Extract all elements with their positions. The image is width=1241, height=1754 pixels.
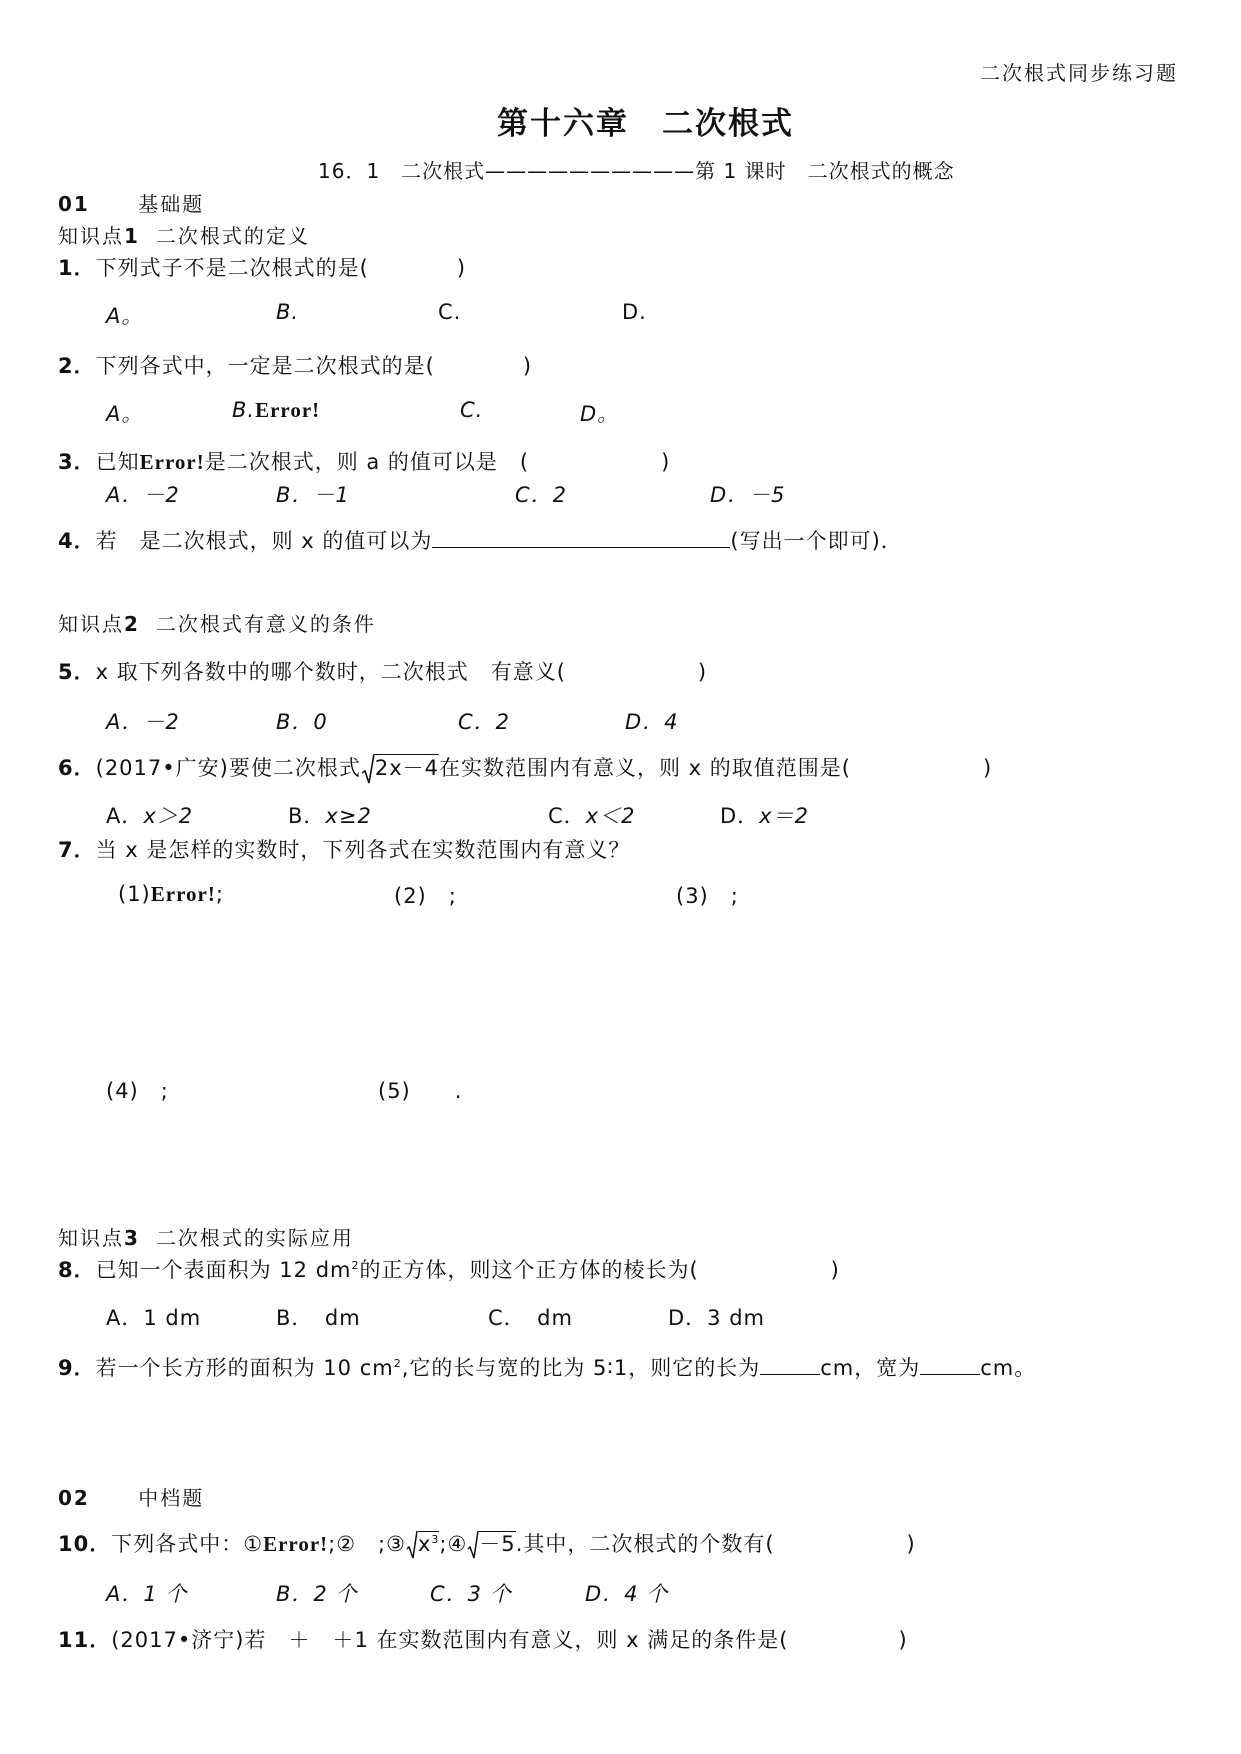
question-number: 9	[58, 1356, 74, 1380]
q8-option-c: C． dm	[488, 1306, 573, 1330]
q7-part-1	[118, 882, 224, 907]
q5-option-c: C．2	[458, 710, 511, 734]
question-9: 9．若一个长方形的面积为 10 $cm^2$,它的长与宽的比为 5∶1，则它的长为 cm，宽为 cm。	[58, 1356, 1037, 1380]
option-letter: A．	[106, 804, 144, 828]
question-number: 1	[58, 256, 74, 280]
knowledge-prefix: 知识点	[58, 224, 124, 248]
question-8: 8．已知一个表面积为 12 $dm^2$的正方体，则这个正方体的棱长为( )	[58, 1258, 840, 1282]
exponent: 2	[351, 1259, 360, 1272]
stem-suffix: 在实数范围内有意义，则 x 的取值范围是( )	[439, 756, 993, 780]
q6-option-d	[720, 800, 809, 830]
q5-option-d: D．4	[625, 710, 679, 734]
q2-option-b	[232, 398, 320, 423]
question-number: 5	[58, 660, 74, 684]
q7-part-2: (2) ;	[394, 884, 457, 908]
q10-option-c: C．3 个	[430, 1582, 512, 1606]
option-value: x＞2	[143, 804, 194, 828]
q10-option-b: B．2 个	[276, 1582, 358, 1606]
sqrt-expression	[361, 756, 439, 780]
q2-option-a: A。	[106, 402, 144, 426]
section-label: 基础题	[138, 192, 205, 216]
q1-option-d: D.	[622, 300, 647, 324]
q10-option-d: D．4 个	[585, 1582, 669, 1606]
radical-sign-icon	[406, 1530, 418, 1560]
width-answer-blank[interactable]	[920, 1356, 980, 1375]
header-note: 二次根式同步练习题	[980, 61, 1178, 85]
q8-option-d: D．3 dm	[668, 1306, 765, 1330]
q8-option-b: B． dm	[276, 1306, 361, 1330]
q3-option-c: C．2	[515, 483, 568, 507]
question-6: 6．(2017•广安)要使二次根式 2x－4在实数范围内有意义，则 x 的取值范围是( )	[58, 752, 992, 785]
q6-option-a	[106, 800, 193, 830]
q6-option-b	[288, 800, 372, 830]
stem-part: ;② ;③	[328, 1532, 406, 1556]
option-letter: B．	[288, 804, 326, 828]
q1-option-c: C.	[438, 300, 462, 324]
q5-option-a: A．－2	[106, 710, 180, 734]
q10-option-a: A．1 个	[106, 1582, 188, 1606]
unit-text: cm。	[980, 1356, 1037, 1380]
question-11: 11．(2017•济宁)若 ＋ ＋1 在实数范围内有意义，则 x 满足的条件是( )	[58, 1628, 908, 1652]
q3-option-a: A．－2	[106, 483, 180, 507]
stem-prefix: (2017•广安)要使二次根式	[95, 756, 361, 780]
stem-prefix: 已知	[95, 450, 140, 474]
error-text: Error!	[139, 450, 205, 474]
question-stem: 下列各式中，一定是二次根式的是( )	[95, 354, 533, 378]
part-suffix: ;	[215, 882, 224, 906]
knowledge-number: 2	[124, 612, 140, 636]
radicand: x	[417, 1532, 432, 1556]
stem-prefix: 若 是二次根式，则 x 的值可以为	[95, 529, 433, 553]
question-number: 11	[58, 1628, 90, 1652]
q1-option-b: B.	[276, 300, 300, 324]
stem-suffix: (写出一个即可)．	[730, 529, 903, 553]
radicand: －5	[479, 1532, 516, 1556]
knowledge-point-1	[58, 220, 310, 249]
question-stem: 当 x 是怎样的实数时，下列各式在实数范围内有意义？	[95, 838, 631, 862]
error-text: Error!	[255, 398, 321, 422]
q2-option-d: D。	[580, 402, 620, 426]
q8-option-a: A．1 dm	[106, 1306, 202, 1330]
error-text: Error!	[263, 1532, 329, 1556]
exponent: 3	[431, 1533, 440, 1546]
chapter-title: 第十六章 二次根式	[497, 106, 794, 142]
question-stem: x 取下列各数中的哪个数时，二次根式 有意义( )	[95, 660, 708, 684]
radical-sign-icon	[361, 753, 375, 785]
knowledge-number: 3	[124, 1226, 140, 1250]
radical-sign-icon	[467, 1530, 479, 1560]
sqrt-negative-five	[467, 1532, 515, 1556]
q1-option-a: A。	[106, 304, 144, 328]
knowledge-prefix: 知识点	[58, 1226, 124, 1250]
question-2: 2．下列各式中，一定是二次根式的是( )	[58, 354, 533, 378]
knowledge-number: 1	[124, 224, 140, 248]
q7-part-3: (3) ;	[676, 884, 739, 908]
knowledge-point-3	[58, 1222, 354, 1251]
q5-option-b: B．0	[276, 710, 328, 734]
length-answer-blank[interactable]	[760, 1356, 820, 1375]
part-label: (1)	[118, 882, 151, 906]
knowledge-prefix: 知识点	[58, 612, 124, 636]
q7-part-4: (4) ;	[106, 1079, 169, 1103]
question-number: 10	[58, 1532, 90, 1556]
lesson-subtitle: 16．1 二次根式——————————第 1 课时 二次根式的概念	[318, 159, 955, 183]
question-1: 1．下列式子不是二次根式的是( )	[58, 256, 467, 280]
question-5: 5．x 取下列各数中的哪个数时，二次根式 有意义( )	[58, 660, 708, 684]
q3-option-d: D．－5	[710, 483, 786, 507]
radicand: 2x－4	[374, 756, 439, 780]
knowledge-label: 二次根式有意义的条件	[155, 612, 376, 636]
sqrt-x-cubed	[406, 1532, 439, 1556]
knowledge-label: 二次根式的实际应用	[155, 1226, 354, 1250]
question-4: 4．若 是二次根式，则 x 的值可以为 (写出一个即可)．	[58, 529, 903, 553]
stem-prefix: 下列各式中：①	[111, 1532, 264, 1556]
stem-middle: ,它的长与宽的比为 5∶1，则它的长为	[401, 1356, 761, 1380]
question-3: 3．已知Error!是二次根式，则 a 的值可以是 ( )	[58, 450, 671, 474]
question-number: 3	[58, 450, 74, 474]
question-stem: (2017•济宁)若 ＋ ＋1 在实数范围内有意义，则 x 满足的条件是( )	[111, 1628, 908, 1652]
answer-blank[interactable]	[432, 529, 730, 548]
question-number: 6	[58, 756, 74, 780]
question-10: 10．下列各式中：①Error!;② ;③ $x^3;④ -5$.其中，二次根式的个数有( )	[58, 1528, 916, 1560]
stem-suffix: .其中，二次根式的个数有( )	[515, 1532, 916, 1556]
section-number: 02	[58, 1486, 90, 1510]
option-letter: D．	[720, 804, 760, 828]
exponent: 2	[393, 1357, 402, 1370]
question-number: 2	[58, 354, 74, 378]
q7-part-5: (5) .	[378, 1079, 463, 1103]
section-label: 中档题	[138, 1486, 205, 1510]
unit-text: cm，宽为	[820, 1356, 921, 1380]
section-02	[58, 1482, 204, 1511]
knowledge-label: 二次根式的定义	[155, 224, 310, 248]
question-number: 7	[58, 838, 74, 862]
stem-part: ;④	[439, 1532, 468, 1556]
option-letter: B.	[232, 398, 256, 422]
option-value: x≥2	[325, 804, 372, 828]
stem-prefix: 若一个长方形的面积为 10 cm	[95, 1356, 394, 1380]
question-number: 8	[58, 1258, 74, 1282]
option-letter: C．	[548, 804, 586, 828]
question-number: 4	[58, 529, 74, 553]
section-number: 01	[58, 192, 90, 216]
option-value: x＝2	[759, 804, 809, 828]
section-01	[58, 188, 204, 217]
stem-suffix: 是二次根式，则 a 的值可以是 ( )	[204, 450, 671, 474]
question-7: 7．当 x 是怎样的实数时，下列各式在实数范围内有意义？	[58, 838, 631, 862]
q3-option-b: B．－1	[276, 483, 350, 507]
question-stem: 下列式子不是二次根式的是( )	[95, 256, 467, 280]
stem-suffix: 的正方体，则这个正方体的棱长为( )	[359, 1258, 840, 1282]
knowledge-point-2	[58, 608, 376, 637]
q6-option-c	[548, 800, 635, 830]
stem-prefix: 已知一个表面积为 12 dm	[95, 1258, 352, 1282]
error-text: Error!	[150, 882, 216, 906]
option-value: x＜2	[585, 804, 636, 828]
q2-option-c: C.	[460, 398, 484, 422]
